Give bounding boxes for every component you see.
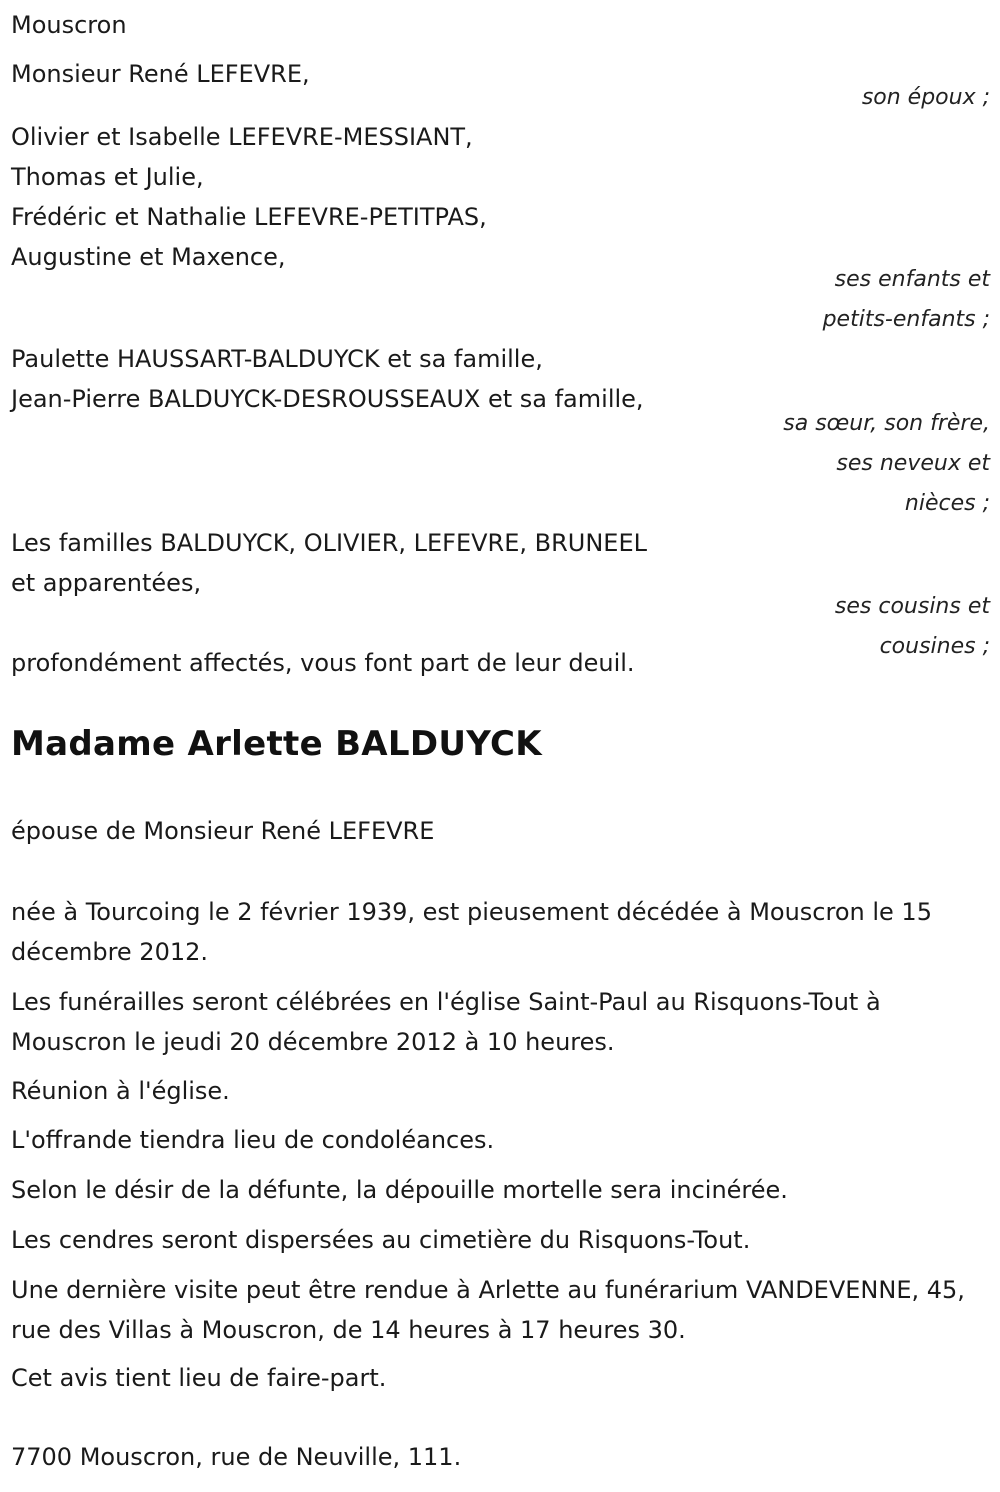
relation-line: ses neveux et — [836, 451, 990, 476]
detail-funeral: Les funérailles seront célébrées en l'église Saint-Paul au Risquons-Tout à Mouscron le jeudi 20 décembre 2012 à 10 heures. — [11, 988, 881, 1056]
relation-line: petits-enfants ; — [822, 307, 990, 332]
detail-visit: Une dernière visite peut être rendue à Arlette au funérarium VANDEVENNE, 45, rue des Villas à Mouscron, de 14 heures à 17 heures 30. — [11, 1276, 965, 1344]
cousins-line: et apparentées, — [11, 569, 202, 597]
relation-line: sa sœur, son frère, — [783, 411, 990, 436]
relation-line: son époux ; — [861, 85, 990, 110]
siblings-line: Jean-Pierre BALDUYCK-DESROUSSEAUX et sa famille, — [11, 385, 644, 413]
deceased-name: Madame Arlette BALDUYCK — [11, 724, 542, 764]
cousins-line: Les familles BALDUYCK, OLIVIER, LEFEVRE, BRUNEEL — [11, 529, 647, 557]
relation-cousins — [835, 593, 990, 661]
relation-line: ses cousins et — [834, 594, 990, 619]
relation-siblings — [783, 410, 990, 518]
spouse-line: Monsieur René LEFEVRE, — [11, 60, 310, 88]
detail-notice: Cet avis tient lieu de faire-part. — [11, 1364, 387, 1392]
children-line: Frédéric et Nathalie LEFEVRE-PETITPAS, — [11, 203, 487, 231]
address-line: 7700 Mouscron, rue de Neuville, 111. — [11, 1443, 462, 1471]
children-line: Olivier et Isabelle LEFEVRE-MESSIANT, — [11, 123, 473, 151]
relation-line: cousines ; — [879, 634, 990, 659]
children-line: Thomas et Julie, — [11, 163, 204, 191]
detail-offering: L'offrande tiendra lieu de condoléances. — [11, 1126, 495, 1154]
family-closing-line: profondément affectés, vous font part de leur deuil. — [11, 649, 635, 677]
detail-ashes: Les cendres seront dispersées au cimetière du Risquons-Tout. — [11, 1226, 751, 1254]
spouse-of-line: épouse de Monsieur René LEFEVRE — [11, 817, 435, 845]
siblings-line: Paulette HAUSSART-BALDUYCK et sa famille, — [11, 345, 543, 373]
relation-line: ses enfants et — [834, 267, 990, 292]
relation-children — [823, 266, 990, 334]
children-line: Augustine et Maxence, — [11, 243, 286, 271]
relation-line: nièces ; — [904, 491, 990, 516]
detail-meeting: Réunion à l'église. — [11, 1077, 230, 1105]
detail-birth-death: née à Tourcoing le 2 février 1939, est pieusement décédée à Mouscron le 15 décembre 2012. — [11, 898, 932, 966]
location-header: Mouscron — [11, 11, 127, 39]
detail-cremation: Selon le désir de la défunte, la dépouille mortelle sera incinérée. — [11, 1176, 788, 1204]
relation-spouse — [862, 84, 990, 112]
